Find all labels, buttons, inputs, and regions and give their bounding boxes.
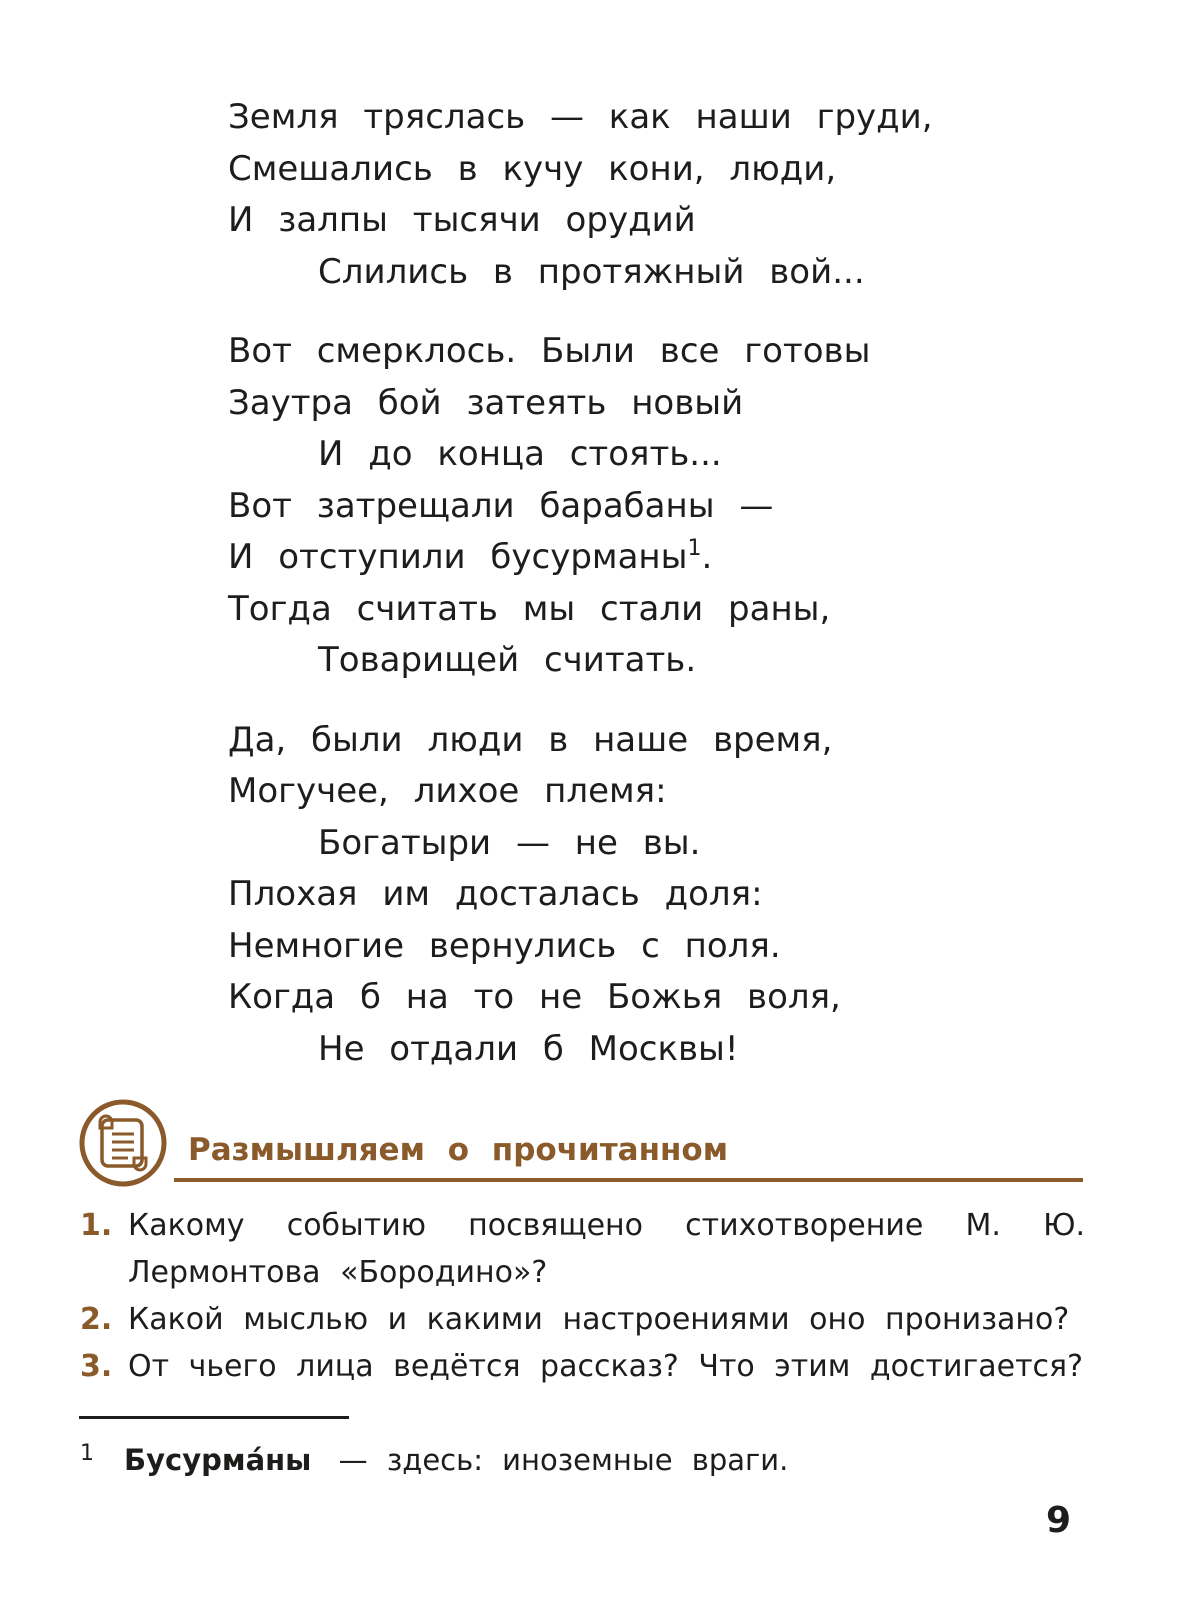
poem-line: Плохая им досталась доля: (228, 874, 763, 914)
footnote (80, 1434, 788, 1480)
poem-stanza-1 (228, 92, 1128, 298)
question-text: Какой мыслью и какими настроениями оно пронизано? (128, 1302, 1070, 1337)
poem-line: Богатыри — не вы. (318, 822, 701, 863)
section-title: Размышляем о прочитанном (188, 1132, 729, 1168)
section-header (78, 1098, 1083, 1193)
section-divider (174, 1178, 1083, 1182)
poem-line-punct: . (701, 537, 713, 577)
poem-line-with-footnote (228, 532, 1128, 584)
poem-stanza-2 (228, 326, 1128, 687)
poem-line: Заутра бой затеять новый (228, 382, 744, 423)
poem-line: Вот смерклось. Были все готовы (228, 331, 871, 371)
question-number: 2. (80, 1302, 113, 1337)
poem-line: Да, были люди в наше время, (228, 719, 833, 760)
poem-line: Когда б на то не Божья воля, (228, 977, 841, 1017)
footnote-definition: — здесь: иноземные враги. (338, 1443, 789, 1477)
poem (228, 92, 1128, 1103)
poem-line: Слились в протяжный вой... (318, 251, 865, 292)
question-number: 1. (80, 1208, 113, 1243)
poem-line: Товарищей считать. (318, 640, 697, 680)
question-item (80, 1296, 1085, 1343)
poem-line: Немногие вернулись с поля. (228, 925, 781, 966)
footnote-divider (79, 1416, 349, 1419)
poem-line: И до конца стоять... (318, 434, 722, 474)
question-number: 3. (80, 1349, 113, 1384)
poem-line-text: И отступили бусурманы (228, 537, 688, 577)
footnote-reference[interactable]: 1 (687, 536, 702, 561)
poem-line: Тогда считать мы стали раны, (228, 588, 831, 629)
page-number: 9 (1046, 1500, 1072, 1541)
questions-list (80, 1202, 1085, 1390)
poem-line: Смешались в кучу кони, люди, (228, 148, 837, 189)
question-text: От чьего лица ведётся рассказ? Что этим достигается? (128, 1349, 1084, 1384)
poem-line: Не отдали б Москвы! (318, 1028, 739, 1069)
question-item (80, 1202, 1085, 1296)
question-item (80, 1343, 1085, 1390)
poem-line: Могучее, лихое племя: (228, 771, 667, 811)
poem-line: Земля тряслась — как наши груди, (228, 97, 933, 137)
footnote-mark: 1 (80, 1441, 94, 1466)
poem-line: И залпы тысячи орудий (228, 200, 696, 240)
poem-line: Вот затрещали барабаны — (228, 485, 774, 526)
poem-stanza-3 (228, 715, 1128, 1076)
scroll-icon (78, 1098, 168, 1188)
footnote-term: Бусурма́ны (124, 1443, 312, 1477)
question-text: Какому событию посвящено стихотворение М. Ю. Лермонтова «Бородино»? (128, 1208, 1085, 1290)
